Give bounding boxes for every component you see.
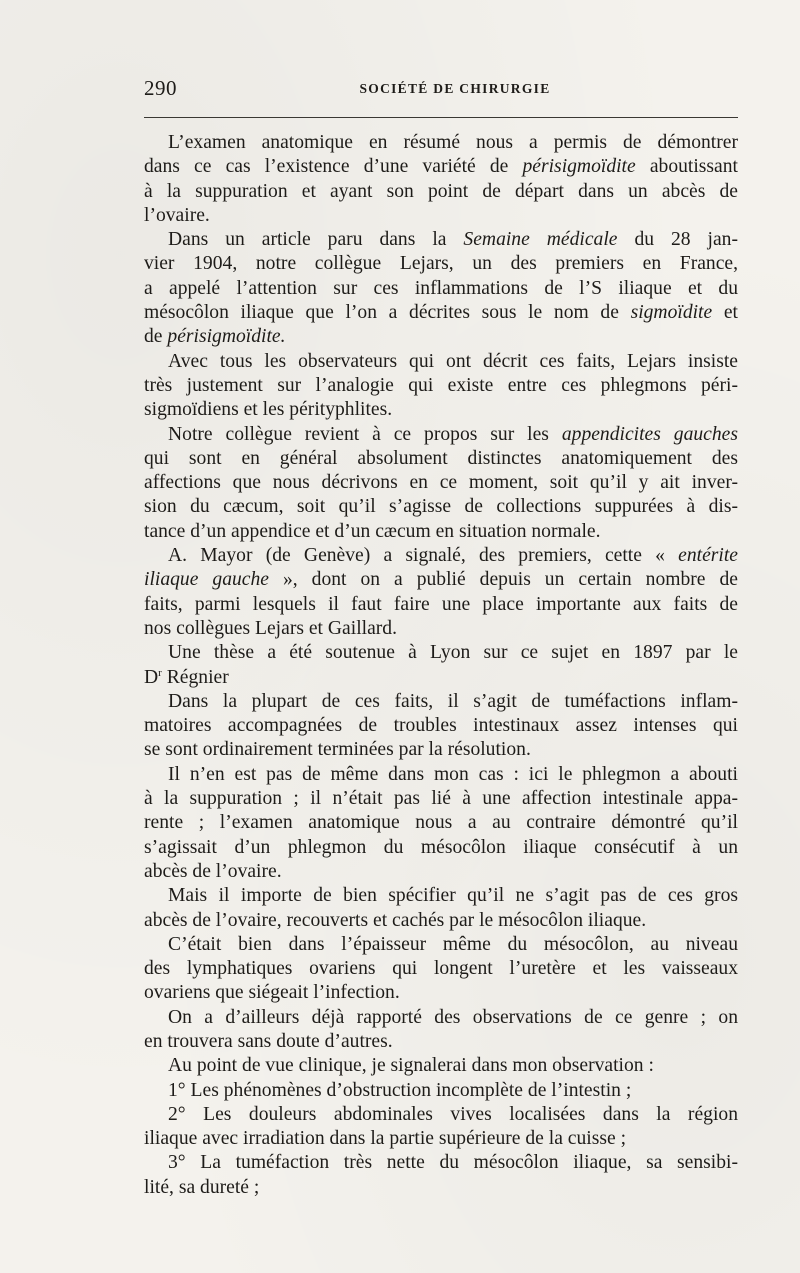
- text-line: $D^r$ Régnier: [144, 666, 229, 688]
- text-line: On a d’ailleurs déjà rapporté des observations de ce genre ; on: [168, 1006, 738, 1028]
- paragraph: [144, 884, 738, 933]
- paragraph: [144, 1054, 738, 1078]
- text-line: faits, parmi lesquels il faut faire une place importante aux faits de: [144, 593, 738, 615]
- paragraph: [144, 544, 738, 641]
- paragraph: [144, 1103, 738, 1152]
- text-line: iliaque avec irradiation dans la partie supérieure de la cuisse ;: [144, 1128, 627, 1150]
- italic-term: périsigmoïdite: [522, 156, 636, 178]
- text-line: matoires accompagnées de troubles intestinaux assez intenses qui: [144, 715, 738, 737]
- text-line: nos collègues Lejars et Gaillard.: [144, 617, 397, 639]
- paragraph: [144, 1006, 738, 1055]
- text-line: sigmoïdiens et les pérityphlites.: [144, 399, 393, 421]
- text-line: Dans la plupart de ces faits, il s’agit de tuméfactions inflam-: [168, 690, 738, 712]
- text-line: Avec tous les observateurs qui ont décrit ces faits, Lejars insiste: [168, 350, 738, 372]
- text-line: l’ovaire.: [144, 204, 210, 226]
- paragraph: [144, 1151, 738, 1200]
- text-line: qui sont en général absolument distinctes anatomiquement des: [144, 447, 738, 469]
- paragraph: [144, 131, 738, 228]
- running-title: SOCIÉTÉ DE CHIRURGIE: [359, 81, 551, 96]
- body-text: [144, 131, 738, 1200]
- text-line: a appelé l’attention sur ces inflammations de l’S iliaque et du: [144, 277, 738, 299]
- text-line: à la suppuration et ayant son point de départ dans un abcès de: [144, 180, 738, 202]
- text-line: dans ce cas l’existence d’une variété de périsigmoïdite aboutissant: [144, 156, 738, 178]
- italic-term: Semaine médicale: [463, 229, 618, 251]
- text-line: ovariens que siégeait l’infection.: [144, 982, 400, 1004]
- paragraph: [144, 228, 738, 349]
- paragraph: [144, 350, 738, 423]
- text-line: vier 1904, notre collègue Lejars, un des premiers en France,: [144, 253, 738, 275]
- header-rule: [144, 117, 738, 118]
- italic-term: iliaque gauche: [144, 569, 269, 591]
- text-line: sion du cæcum, soit qu’il s’agisse de collections suppurées à dis-: [144, 496, 738, 518]
- paragraph: [144, 423, 738, 544]
- text-line: 3° La tuméfaction très nette du mésocôlon iliaque, sa sensibi-: [168, 1152, 738, 1174]
- text-line: de périsigmoïdite.: [144, 326, 286, 348]
- text-line: abcès de l’ovaire, recouverts et cachés par le mésocôlon iliaque.: [144, 909, 647, 931]
- text-line: Une thèse a été soutenue à Lyon sur ce sujet en 1897 par le: [168, 642, 738, 664]
- text-line: lité, sa dureté ;: [144, 1176, 260, 1198]
- text-line: 2° Les douleurs abdominales vives localisées dans la région: [168, 1103, 738, 1125]
- page-number: 290: [144, 76, 177, 100]
- text-line: abcès de l’ovaire.: [144, 860, 282, 882]
- page-header: [144, 72, 738, 102]
- text-line: très justement sur l’analogie qui existe entre ces phlegmons péri-: [144, 374, 738, 396]
- text-line: 1° Les phénomènes d’obstruction incomplète de l’intestin ;: [168, 1079, 632, 1101]
- text-line: Dans un article paru dans la Semaine médicale du 28 jan-: [168, 229, 738, 251]
- text-line: s’agissait d’un phlegmon du mésocôlon iliaque consécutif à un: [144, 836, 738, 858]
- superscript: r: [158, 666, 162, 679]
- paragraph: [144, 641, 738, 690]
- italic-term: sigmoïdite: [630, 302, 713, 324]
- text-line: A. Mayor (de Genève) a signalé, des premiers, cette « entérite: [168, 545, 738, 567]
- text-line: Il n’en est pas de même dans mon cas : ici le phlegmon a abouti: [168, 763, 738, 785]
- text-line: L’examen anatomique en résumé nous a permis de démontrer: [168, 132, 738, 153]
- text-line: Mais il importe de bien spécifier qu’il ne s’agit pas de ces gros: [168, 885, 738, 907]
- text-line: à la suppuration ; il n’était pas lié à une affection intestinale appa-: [144, 788, 738, 810]
- paragraph: [144, 1079, 738, 1103]
- italic-term: entérite: [678, 545, 738, 567]
- text-line: des lymphatiques ovariens qui longent l’uretère et les vaisseaux: [144, 958, 738, 980]
- text-line: mésocôlon iliaque que l’on a décrites sous le nom de sigmoïdite et: [144, 302, 738, 324]
- text-line: iliaque gauche », dont on a publié depuis un certain nombre de: [144, 569, 738, 591]
- italic-term: appendicites gauches: [561, 423, 738, 445]
- italic-term: périsigmoïdite.: [167, 326, 286, 348]
- paragraph: [144, 763, 738, 884]
- text-line: rente ; l’examen anatomique nous a au contraire démontré qu’il: [144, 812, 738, 834]
- text-line: Notre collègue revient à ce propos sur les appendicites gauches: [168, 423, 738, 445]
- text-line: C’était bien dans l’épaisseur même du mésocôlon, au niveau: [168, 933, 738, 955]
- text-line: Au point de vue clinique, je signalerai dans mon observation :: [168, 1055, 654, 1077]
- text-line: tance d’un appendice et d’un cæcum en situation normale.: [144, 520, 601, 542]
- text-line: en trouvera sans doute d’autres.: [144, 1030, 393, 1052]
- text-line: affections que nous décrivons en ce moment, soit qu’il y ait inver-: [144, 472, 738, 494]
- text-line: se sont ordinairement terminées par la résolution.: [144, 739, 531, 761]
- paragraph: [144, 933, 738, 1006]
- paragraph: [144, 690, 738, 763]
